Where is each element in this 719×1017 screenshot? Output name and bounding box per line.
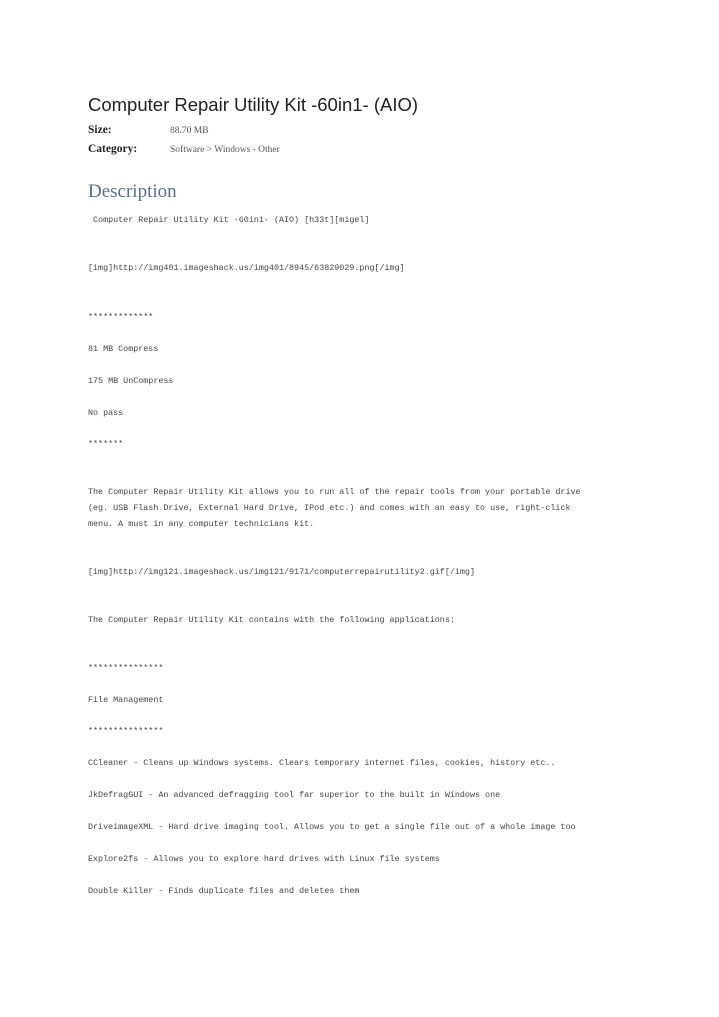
description-line: The Computer Repair Utility Kit allows you to run all of the repair tools from your portable drive [88,487,581,497]
category-value: Software > Windows - Other [170,145,280,155]
app-list-item: CCleaner - Cleans up Windows systems. Clears temporary internet files, cookies, history etc.. [88,758,556,768]
app-list-item: DriveimageXML - Hard drive imaging tool. Allows you to get a single file out of a whole image too [88,822,576,832]
description-line: 175 MB UnCompress [88,376,174,386]
description-heading: Description [88,181,177,202]
separator-line: ************* [88,312,154,322]
app-list-item: Explore2fs - Allows you to explore hard drives with Linux file systems [88,854,440,864]
description-line: No pass [88,408,124,418]
image-link-line: [img]http://img121.imageshack.us/img121/9171/computerrepairutility2.gif[/img] [88,567,475,577]
category-row [88,143,488,159]
size-row [88,124,488,140]
section-label: File Management [88,695,164,705]
description-line: 81 MB Compress [88,344,159,354]
image-link-line: [img]http://img401.imageshack.us/img401/8945/63829029.png[/img] [88,263,405,273]
description-line: menu. A must in any computer technicians kit. [88,519,315,529]
app-list-item: JkDefragGUI - An advanced defragging tool far superior to the built in Windows one [88,790,501,800]
separator-line: *************** [88,726,164,736]
size-label: Size: [88,124,112,136]
category-label: Category: [88,143,138,155]
size-value: 88.70 MB [170,126,209,136]
description-line: Computer Repair Utility Kit -60in1- (AIO) [h33t][migel] [88,215,370,225]
separator-line: ******* [88,439,124,449]
app-list-item: Double Killer - Finds duplicate files and deletes them [88,886,360,896]
page-title: Computer Repair Utility Kit -60in1- (AIO) [88,94,419,115]
description-line: The Computer Repair Utility Kit contains with the following applications: [88,615,455,625]
separator-line: *************** [88,663,164,673]
description-line: (eg. USB Flash Drive, External Hard Drive, IPod etc.) and comes with an easy to use, right-click [88,503,571,513]
